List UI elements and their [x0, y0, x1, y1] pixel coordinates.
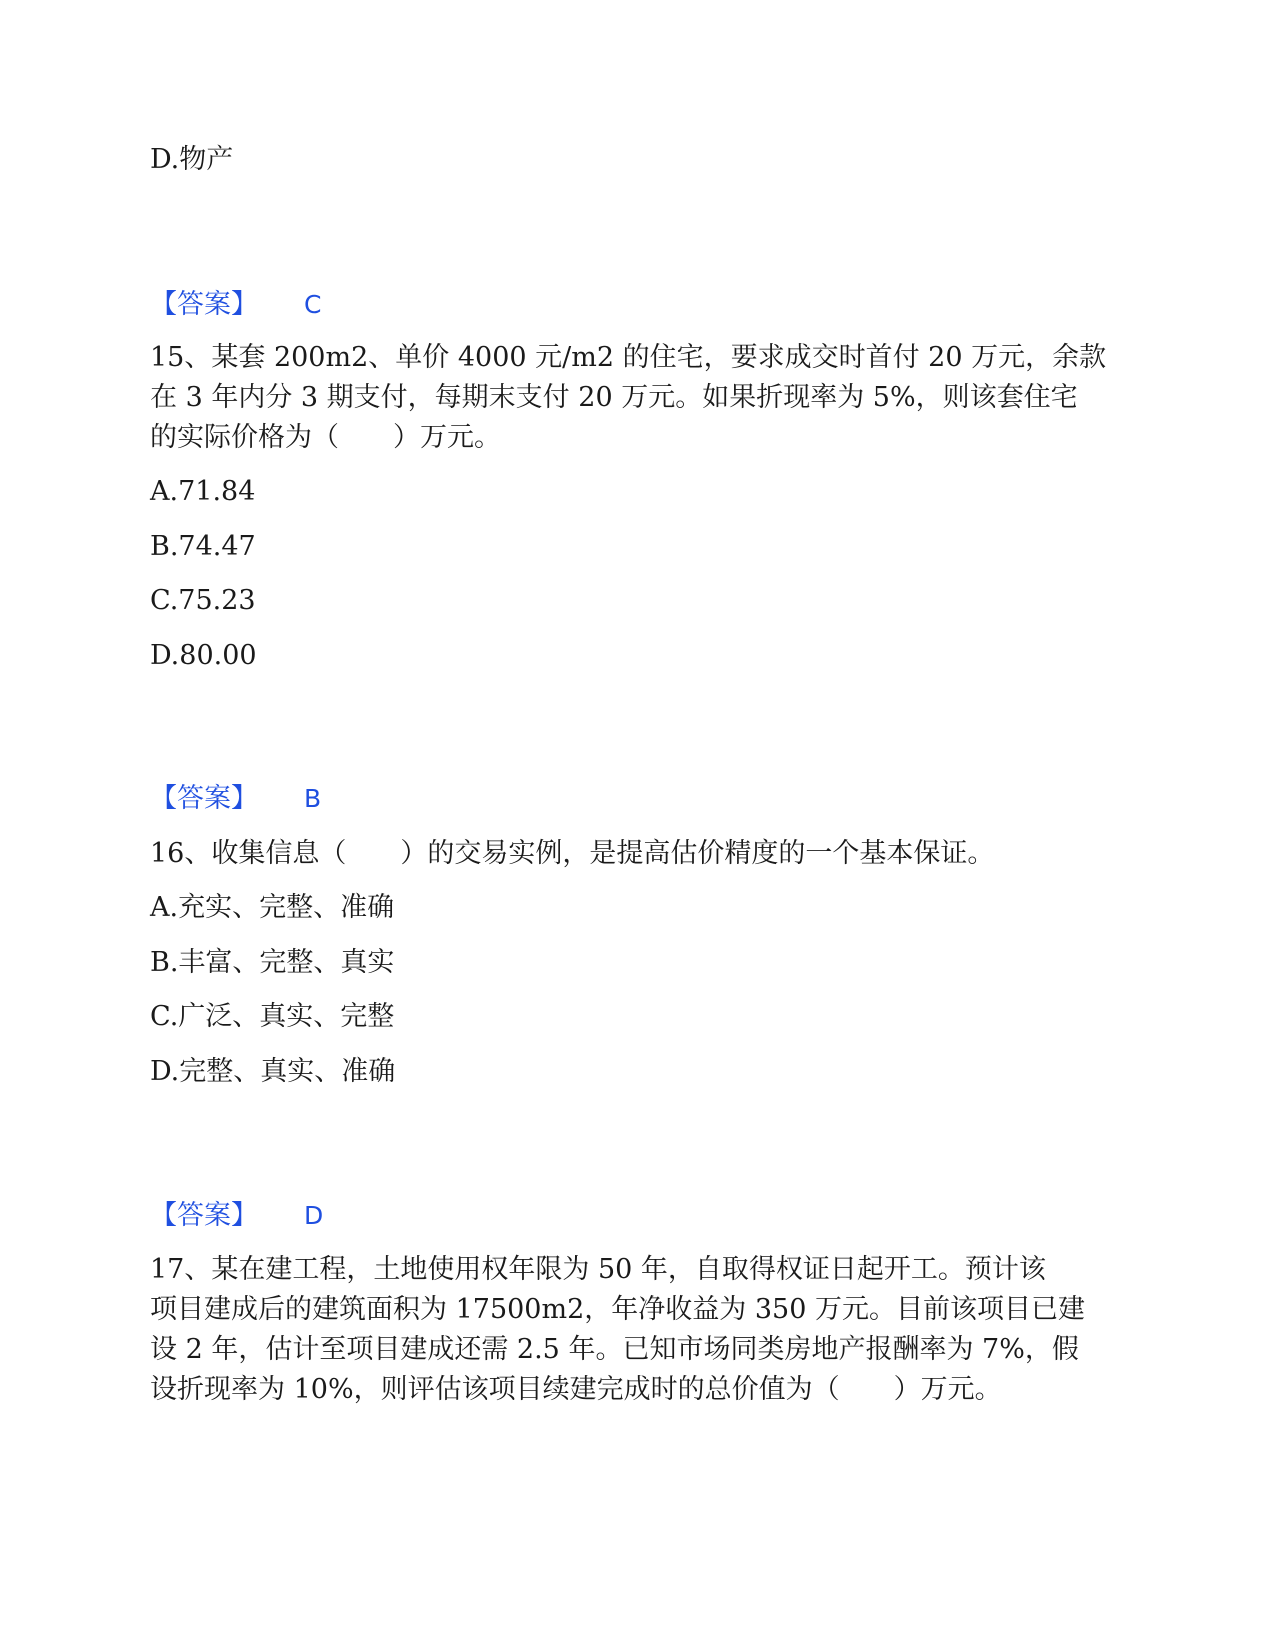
question-line: 15、某套 200m2、单价 4000 元/m2 的住宅，要求成交时首付 20 万元，余款: [150, 342, 1107, 373]
q15-option-a: A.71.84: [150, 476, 256, 507]
answer-label: 【答案】: [150, 289, 258, 320]
q16-option-d: D.完整、真实、准确: [150, 1056, 396, 1087]
question-line: 的实际价格为（ ）万元。: [150, 422, 501, 453]
question-line: 项目建成后的建筑面积为 17500m2，年净收益为 350 万元。目前该项目已建: [150, 1294, 1085, 1325]
answer-value: C: [304, 290, 322, 319]
q16-option-c: C.广泛、真实、完整: [150, 1001, 395, 1032]
question-line: 设折现率为 10%，则评估该项目续建完成时的总价值为（ ）万元。: [150, 1374, 1002, 1405]
q15-option-c: C.75.23: [150, 585, 256, 616]
q15-option-b: B.74.47: [150, 531, 256, 562]
answer-label: 【答案】: [150, 783, 258, 814]
question-line: 16、收集信息（ ）的交易实例，是提高估价精度的一个基本保证。: [150, 838, 995, 869]
q15-option-d: D.80.00: [150, 640, 257, 671]
answer-label: 【答案】: [150, 1200, 258, 1231]
answer-q15: [150, 779, 321, 819]
q16-option-a: A.充实、完整、准确: [150, 892, 395, 923]
question-line: 17、某在建工程，土地使用权年限为 50 年，自取得权证日起开工。预计该: [150, 1254, 1046, 1285]
answer-value: B: [304, 784, 322, 813]
answer-q16: [150, 1196, 323, 1236]
question-line: 在 3 年内分 3 期支付，每期末支付 20 万元。如果折现率为 5%，则该套住宅: [150, 382, 1078, 413]
question-line: 设 2 年，估计至项目建成还需 2.5 年。已知市场同类房地产报酬率为 7%，假: [150, 1334, 1079, 1365]
q16-option-b: B.丰富、完整、真实: [150, 947, 395, 978]
answer-q14: [150, 285, 321, 325]
question-15: [150, 338, 1125, 458]
answer-value: D: [304, 1201, 324, 1230]
question-16: [150, 834, 1125, 874]
question-17: [150, 1250, 1125, 1410]
option-d-prev: D.物产: [150, 144, 234, 175]
